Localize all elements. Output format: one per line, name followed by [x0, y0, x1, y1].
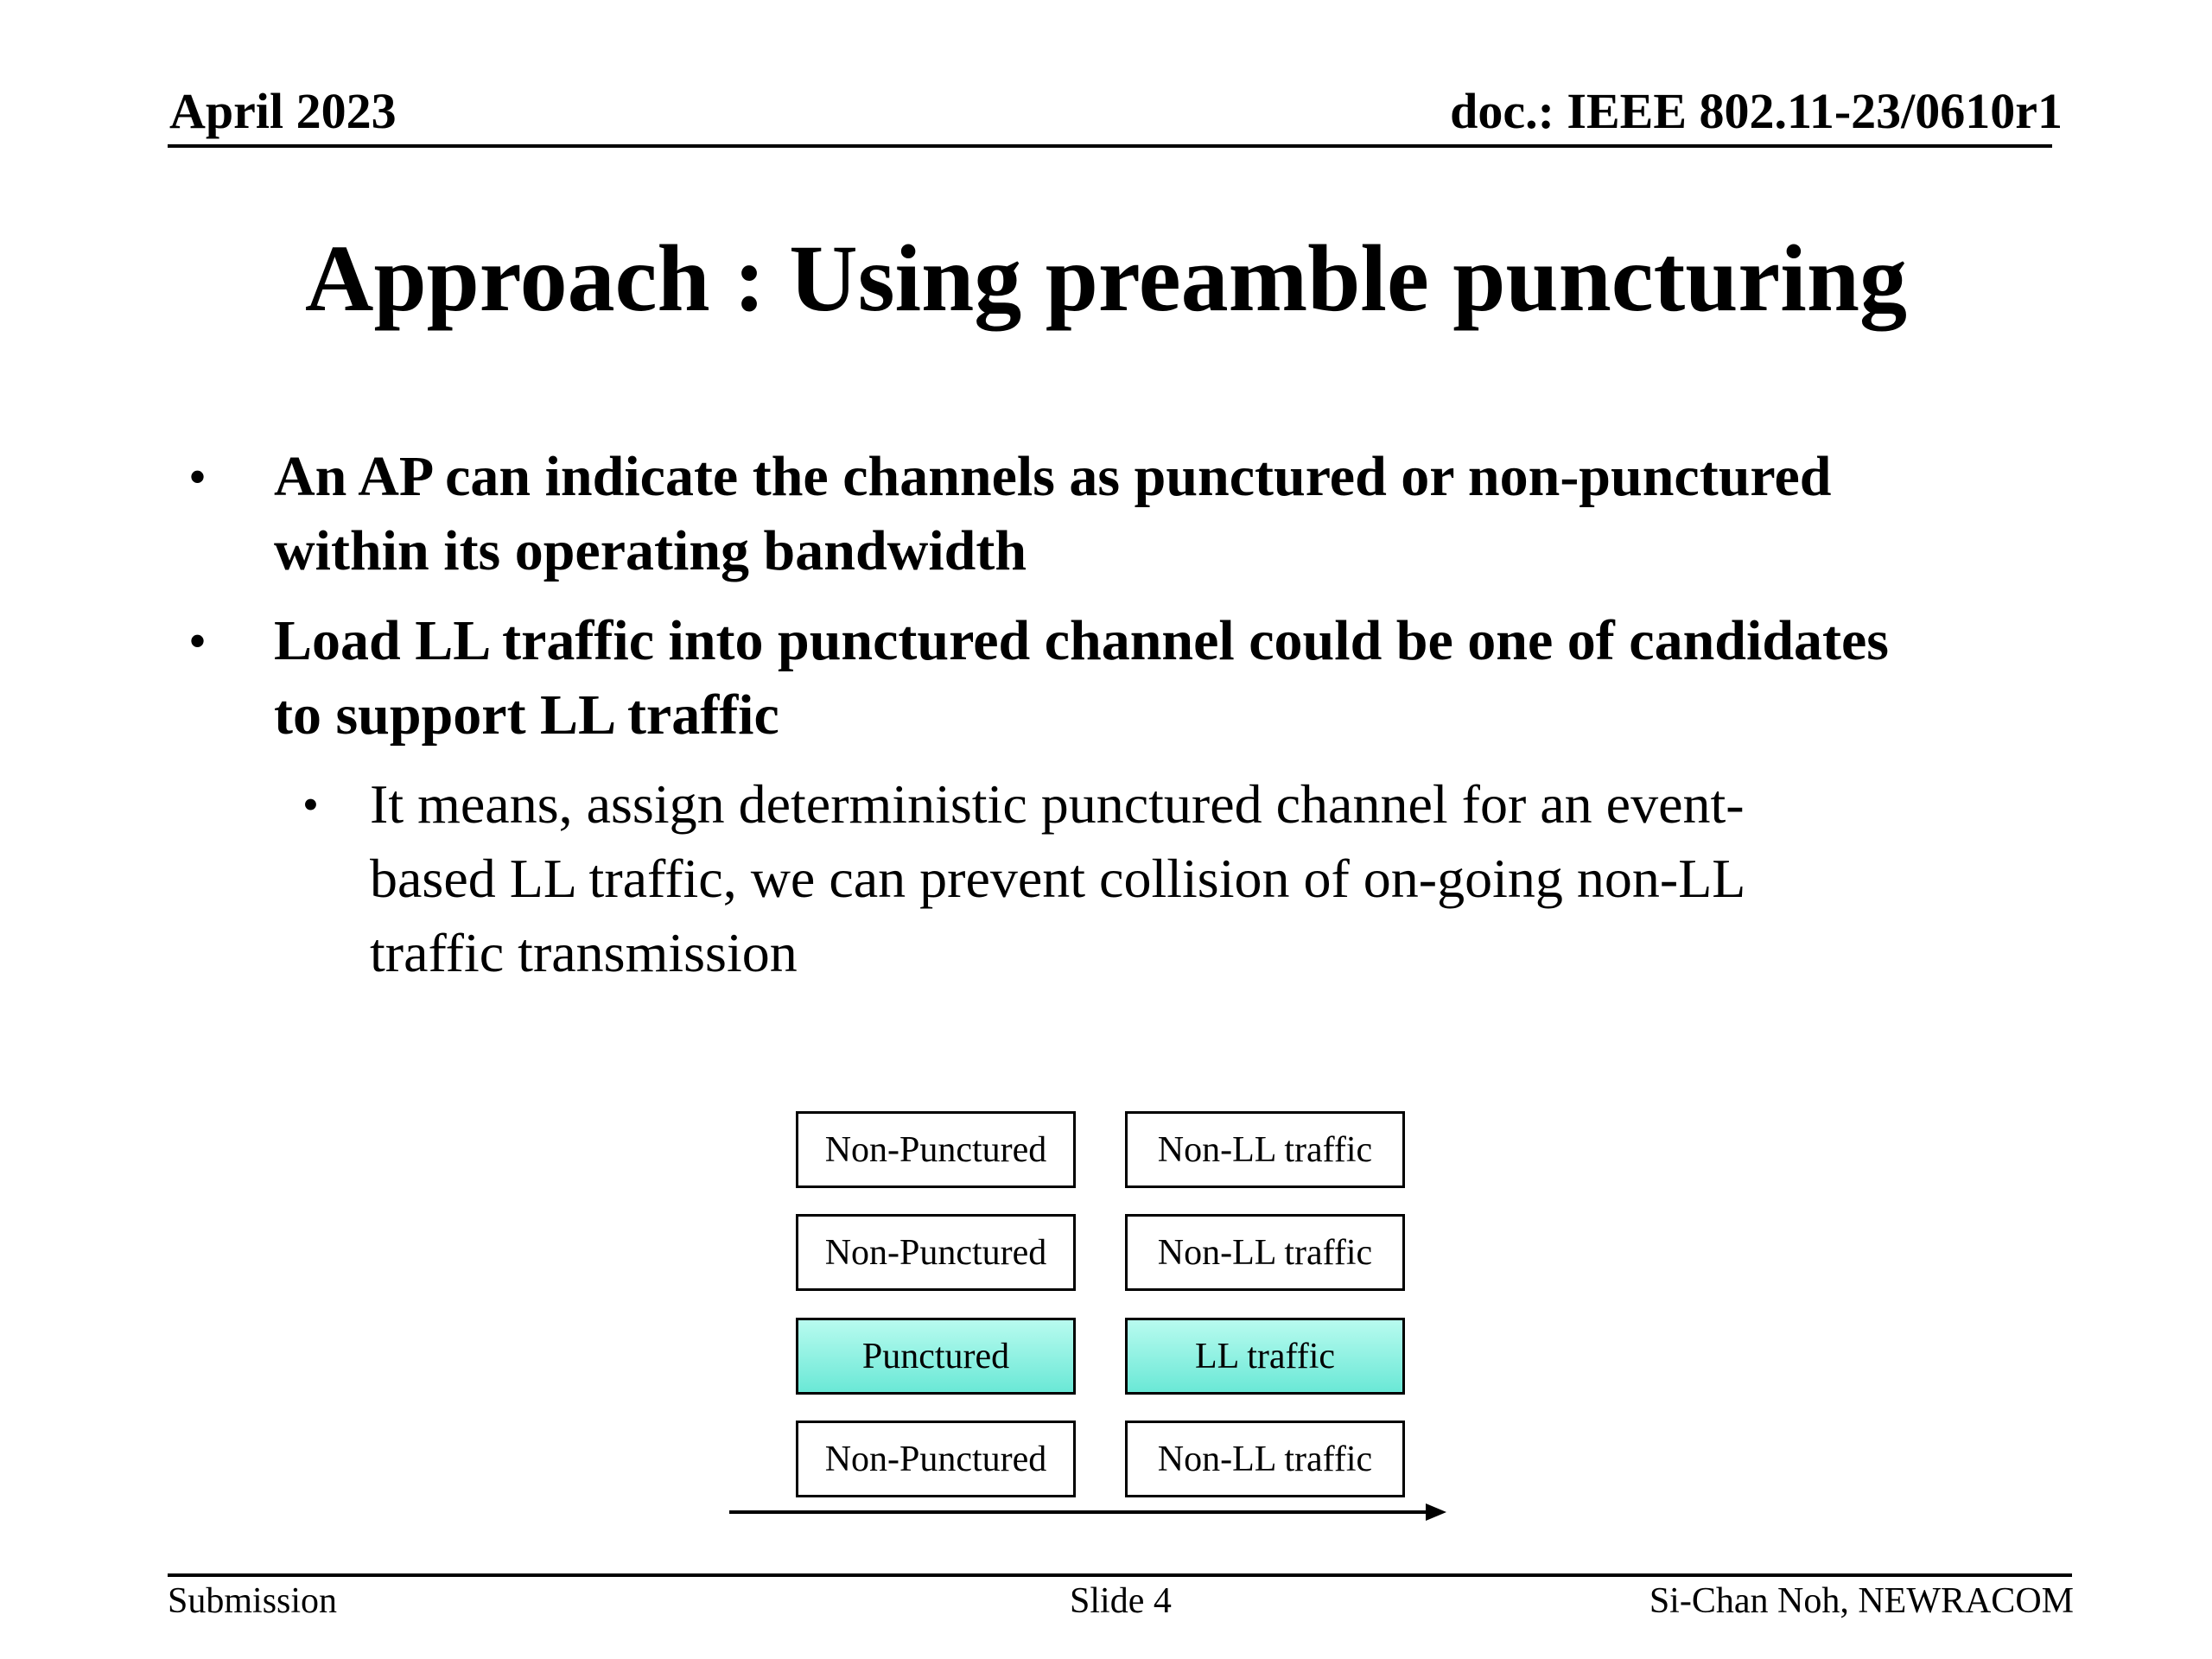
- sub-bullet-line-2: based LL traffic, we can prevent collision of on-going non-LL: [370, 848, 1746, 909]
- footer-author: Si-Chan Noh, NEWRACOM: [1649, 1581, 2074, 1621]
- traffic-box: Non-LL traffic: [1125, 1111, 1405, 1188]
- sub-bullet-line-3: traffic transmission: [370, 922, 798, 983]
- slide-title: Approach : Using preamble puncturing: [305, 226, 1907, 331]
- sub-bullet-text: [370, 767, 1745, 990]
- ll-traffic-box: LL traffic: [1125, 1318, 1405, 1395]
- channel-box: Non-Punctured: [796, 1421, 1076, 1497]
- channel-box: Non-Punctured: [796, 1214, 1076, 1291]
- header-doc-number: doc.: IEEE 802.11-23/0610r1: [1450, 83, 2063, 139]
- bullet-1-line-2: within its operating bandwidth: [274, 519, 1027, 582]
- bullet-dot: •: [188, 613, 207, 670]
- footer-slide-number: Slide 4: [1070, 1581, 1172, 1621]
- header-rule: [168, 144, 2052, 148]
- traffic-box: Non-LL traffic: [1125, 1421, 1405, 1497]
- bullet-2-line-2: to support LL traffic: [274, 683, 779, 747]
- bullet-2-line-1: Load LL traffic into punctured channel could be one of candidates: [274, 609, 1889, 672]
- traffic-box: Non-LL traffic: [1125, 1214, 1405, 1291]
- footer-rule: [168, 1573, 2072, 1577]
- sub-bullet-line-1: It means, assign deterministic punctured channel for an event-: [370, 773, 1745, 835]
- bullet-dot: •: [188, 448, 207, 505]
- bullet-1-line-1: An AP can indicate the channels as punctured or non-punctured: [274, 445, 1832, 508]
- channel-box: Non-Punctured: [796, 1111, 1076, 1188]
- footer-submission: Submission: [168, 1581, 338, 1621]
- punctured-channel-box: Punctured: [796, 1318, 1076, 1395]
- sub-bullet-dot: •: [302, 779, 319, 830]
- time-axis-arrow-icon: [729, 1495, 1446, 1529]
- header-date: April 2023: [169, 83, 397, 139]
- bullet-2-text: [274, 604, 1889, 753]
- bullet-1-text: [274, 440, 1832, 588]
